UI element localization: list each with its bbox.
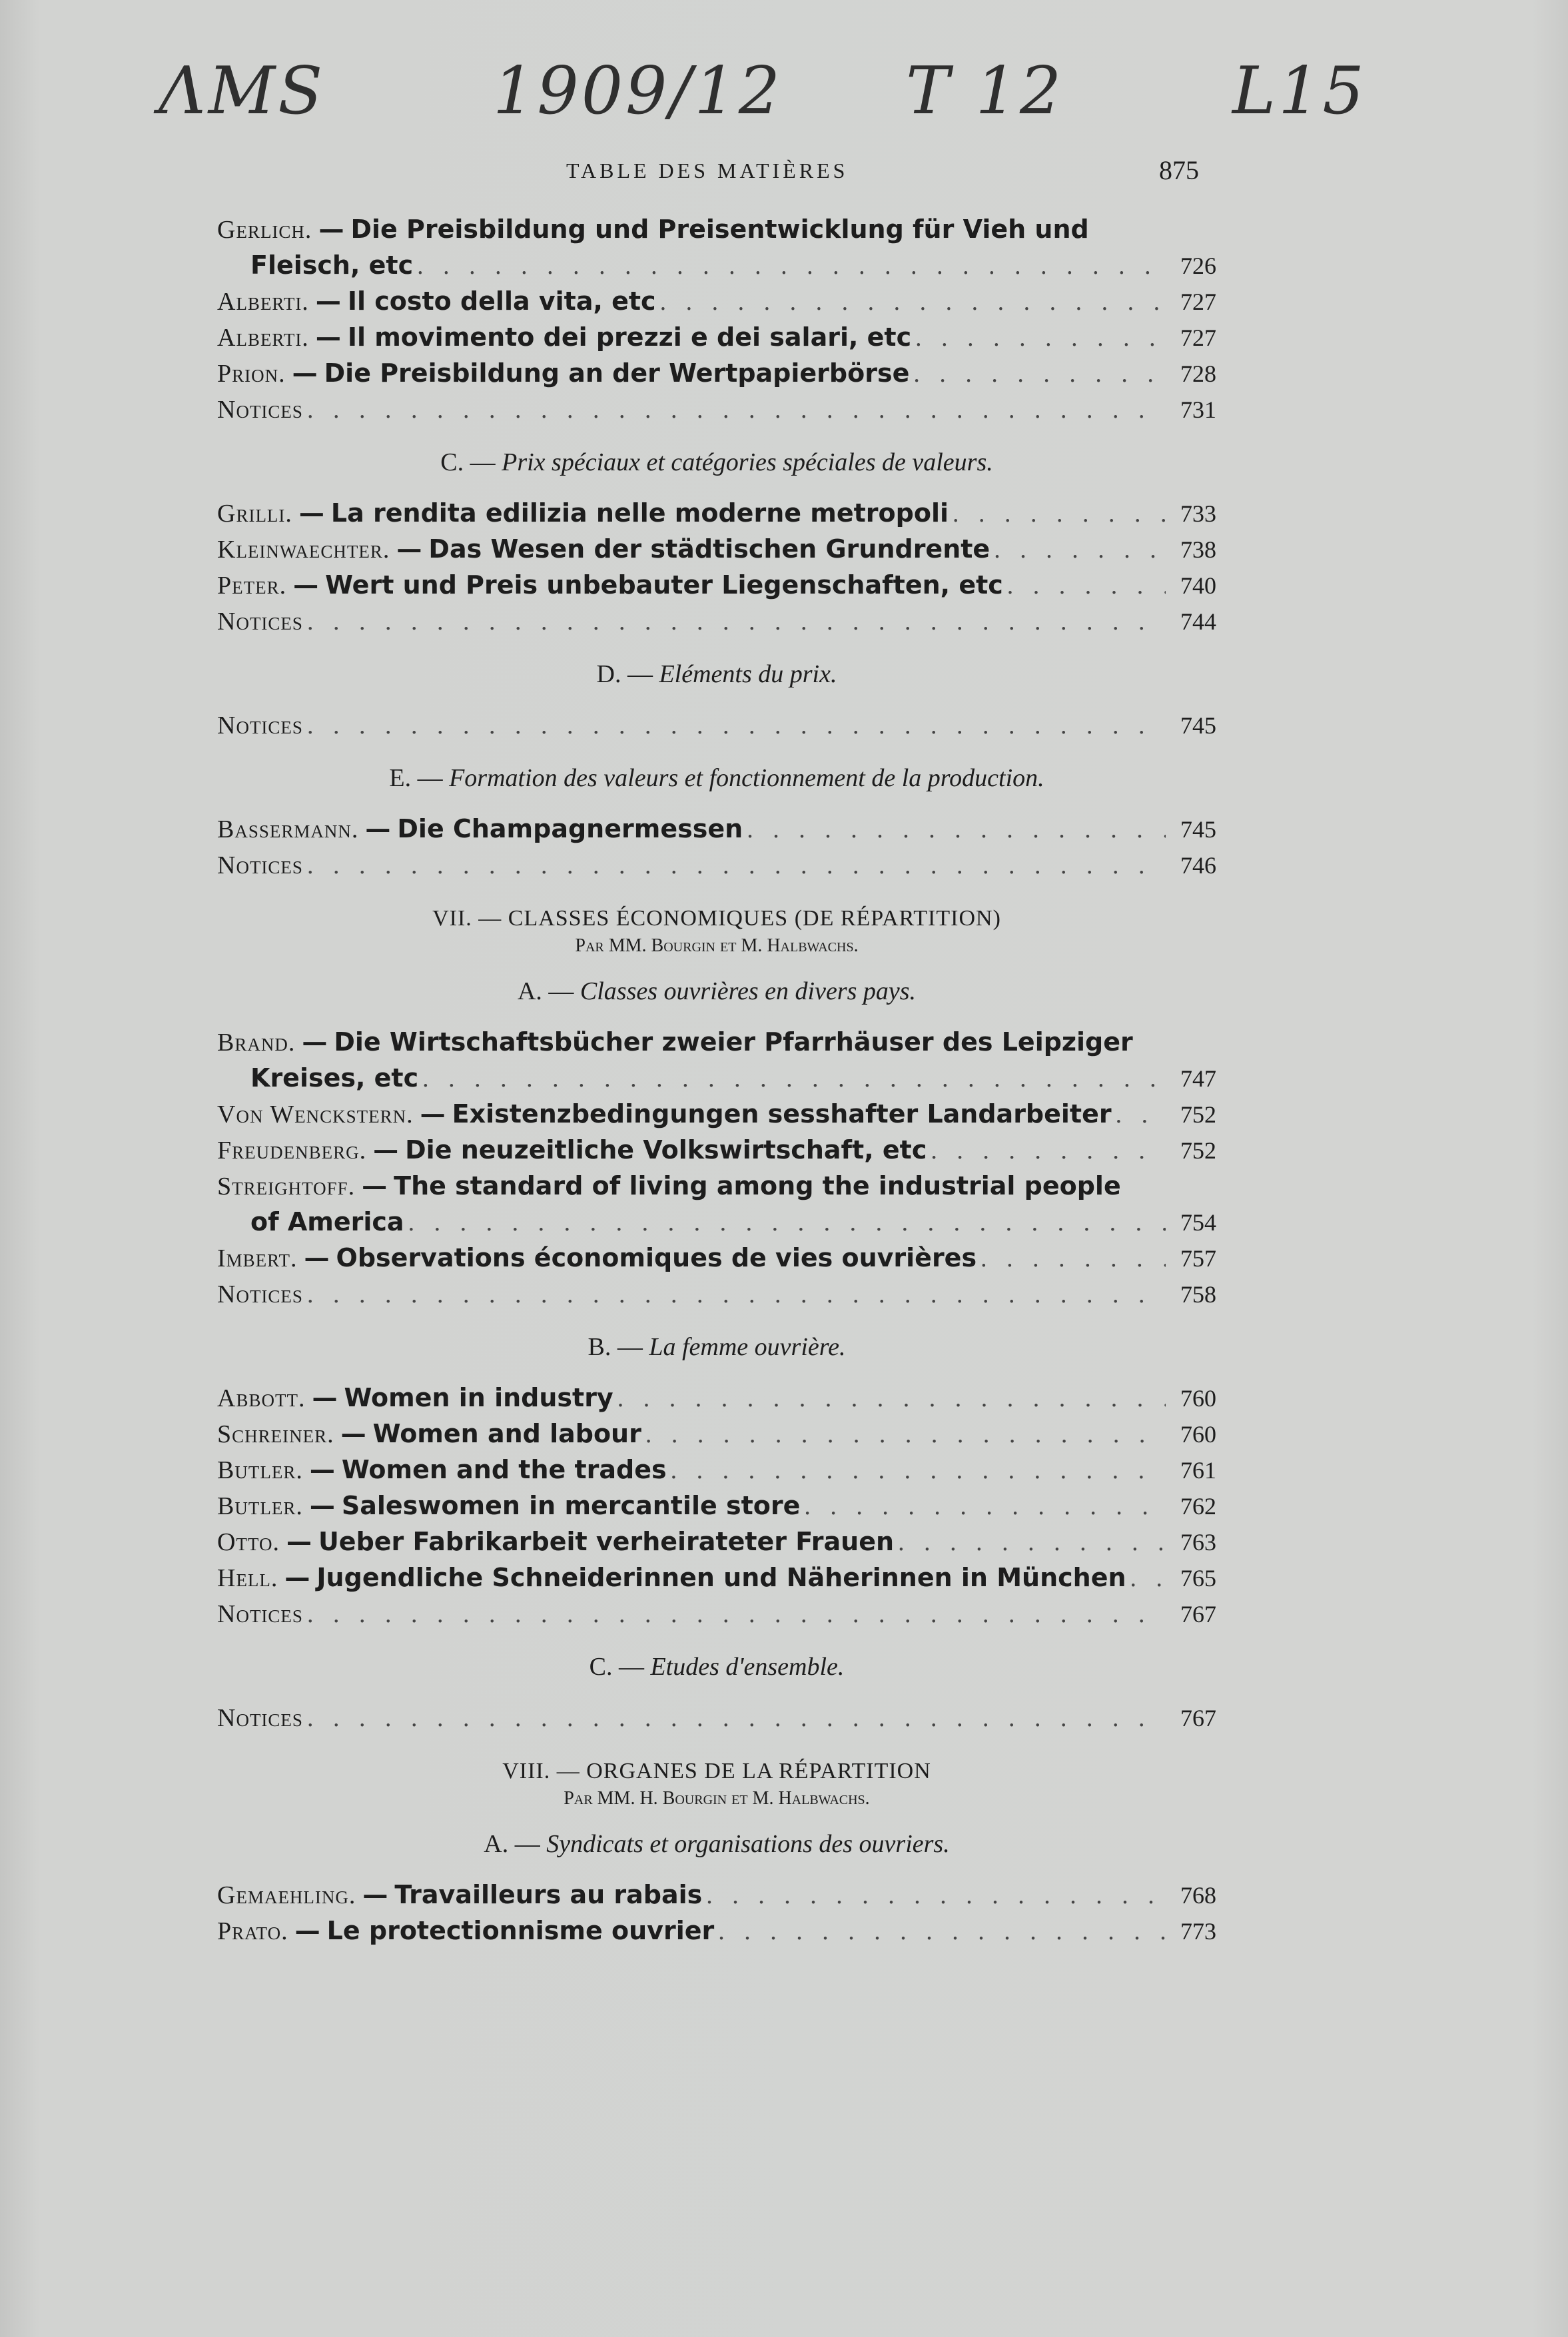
dot-leader: [307, 708, 1166, 743]
dot-leader: [915, 320, 1166, 356]
toc-author: Brand.: [217, 1029, 296, 1057]
toc-entry: [217, 1488, 1216, 1524]
toc-title: The standard of living among the industrial people: [394, 1171, 1121, 1200]
toc-page-number: 738: [1180, 536, 1216, 563]
toc-author: Notices: [217, 1280, 303, 1308]
dot-leader: [307, 1277, 1166, 1312]
dot-leader: [422, 1061, 1166, 1097]
block-vii-b: [217, 1380, 1216, 1632]
dot-leader: [307, 1597, 1166, 1632]
toc-title: La rendita edilizia nelle moderne metropoli: [330, 498, 949, 528]
toc-entry-text: [217, 1596, 303, 1632]
toc-page-number: 757: [1180, 1245, 1216, 1272]
toc-author: Gemaehling.: [217, 1881, 356, 1909]
dot-leader: [307, 392, 1166, 428]
toc-entry-text: [217, 1452, 667, 1488]
toc-entry: [217, 1133, 1216, 1168]
handwritten-note-3: T 12: [906, 53, 1064, 129]
toc-dash: —: [292, 358, 318, 388]
toc-page-number: 740: [1180, 572, 1216, 599]
toc-entry: [217, 320, 1216, 356]
chapter-vii-byline: Par MM. Bourgin et M. Halbwachs.: [575, 935, 859, 956]
chapter-viii-title: VIII. — ORGANES DE LA RÉPARTITION: [502, 1759, 931, 1783]
toc-entry-continuation: [217, 1204, 1216, 1240]
toc-entry-text: [217, 1416, 641, 1452]
toc-page-number: 761: [1180, 1457, 1216, 1484]
section-heading-vii-a: A. — Classes ouvrières en divers pays.: [517, 977, 917, 1005]
handwritten-note-1: ΛΜS: [159, 53, 326, 129]
toc-author: Abbott.: [217, 1384, 306, 1412]
toc-author: Grilli.: [217, 500, 292, 528]
running-head-title: TABLE DES MATIÈRES: [566, 159, 849, 183]
toc-entry: [217, 532, 1216, 568]
toc-entry-text: [217, 1488, 800, 1524]
dot-leader: [747, 812, 1166, 847]
block-vii-c: [217, 1700, 1216, 1736]
toc-entry: [217, 568, 1216, 604]
toc-page-number: 744: [1180, 608, 1216, 635]
toc-entry-text: [217, 392, 303, 428]
toc-entry: [217, 1877, 1216, 1913]
dot-leader: [307, 604, 1166, 640]
toc-dash: —: [304, 1243, 330, 1272]
toc-page-number: 752: [1180, 1101, 1216, 1128]
toc-dash: —: [315, 286, 341, 316]
toc-page-number: 733: [1180, 500, 1216, 527]
toc-entry: [217, 1560, 1216, 1596]
toc-entry-text: [217, 320, 911, 356]
dot-leader: [660, 284, 1166, 320]
dot-leader: [718, 1914, 1166, 1949]
toc-dash: —: [302, 1027, 328, 1057]
toc-page-number: 745: [1180, 712, 1216, 739]
toc-entry-text: [217, 1133, 927, 1168]
toc-entry-text: [217, 1560, 1126, 1596]
toc-entry-text: [217, 1877, 702, 1913]
toc-title-continuation: Fleisch, etc: [250, 250, 414, 280]
dot-leader: [307, 1701, 1166, 1736]
toc-entry-text: [217, 1700, 303, 1736]
toc-author: Notices: [217, 851, 303, 879]
toc-page-number: 726: [1180, 252, 1216, 279]
toc-entry-text: [217, 356, 909, 392]
toc-entry: [217, 1913, 1216, 1949]
dot-leader: [1130, 1561, 1166, 1596]
toc-dash: —: [373, 1135, 399, 1165]
toc-dash: —: [284, 1563, 310, 1592]
toc-author: Imbert.: [217, 1244, 298, 1272]
toc-page-number: 758: [1180, 1281, 1216, 1308]
toc-title: Die Preisbildung an der Wertpapierbörse: [324, 358, 910, 388]
dot-leader: [994, 532, 1166, 568]
toc-entry-text: [217, 212, 1089, 248]
dot-leader: [898, 1525, 1166, 1560]
toc-entry: [217, 1596, 1216, 1632]
page-number: 875: [1159, 155, 1199, 185]
toc-entry-continuation: [217, 248, 1216, 284]
toc-dash: —: [286, 1527, 312, 1556]
toc-dash: —: [309, 1455, 335, 1484]
toc-dash: —: [312, 1383, 338, 1412]
toc-entry-text: [217, 1276, 303, 1312]
toc-entry: [217, 847, 1216, 883]
toc-title: Observations économiques de vies ouvrières: [336, 1243, 977, 1272]
toc-entry-text: [217, 1380, 613, 1416]
toc-entry: [217, 1168, 1216, 1204]
section-heading-vii-b: B. — La femme ouvrière.: [588, 1333, 846, 1361]
toc-entry: [217, 1700, 1216, 1736]
toc-entry-text: [217, 604, 303, 640]
toc-entry: [217, 392, 1216, 428]
toc-entry-text: [217, 1025, 1133, 1061]
toc-entry: [217, 212, 1216, 248]
toc-page-number: 765: [1180, 1565, 1216, 1592]
toc-entry-text: [217, 532, 990, 568]
toc-page-number: 746: [1180, 852, 1216, 879]
block-viii-a: [217, 1877, 1216, 1949]
toc-dash: —: [294, 1916, 320, 1945]
handwritten-note-4: L15: [1232, 53, 1367, 129]
toc-page-number: 727: [1180, 324, 1216, 351]
dot-leader: [408, 1205, 1166, 1240]
toc-author: Butler.: [217, 1492, 303, 1520]
toc-title: Women and labour: [372, 1419, 641, 1448]
toc-title-continuation: of America: [250, 1207, 404, 1236]
toc-page-number: 731: [1180, 396, 1216, 423]
toc-page-number: 762: [1180, 1493, 1216, 1520]
toc-page-number: 747: [1180, 1065, 1216, 1092]
toc-page-number: 728: [1180, 360, 1216, 387]
toc-author: Hell.: [217, 1564, 278, 1592]
toc-title: Die Preisbildung und Preisentwicklung für Vieh und: [350, 215, 1089, 244]
toc-entry-text: [217, 568, 1003, 604]
dot-leader: [1007, 568, 1166, 604]
toc-page-number: 773: [1180, 1918, 1216, 1945]
dot-leader: [913, 356, 1166, 392]
dot-leader: [804, 1489, 1166, 1524]
toc-title: Il costo della vita, etc: [347, 286, 656, 316]
dot-leader: [1116, 1097, 1166, 1133]
toc-entry-text: [217, 1097, 1112, 1133]
toc-dash: —: [340, 1419, 366, 1448]
toc-author: Notices: [217, 608, 303, 636]
dot-leader: [307, 848, 1166, 883]
toc-author: Notices: [217, 396, 303, 424]
toc-title: Ueber Fabrikarbeit verheirateter Frauen: [318, 1527, 895, 1556]
toc-title: Das Wesen der städtischen Grundrente: [428, 534, 990, 564]
toc-author: Notices: [217, 711, 303, 739]
toc-title: Women in industry: [344, 1383, 613, 1412]
toc-author: Streightoff.: [217, 1172, 356, 1200]
toc-title: Women and the trades: [341, 1455, 667, 1484]
dot-leader: [931, 1133, 1166, 1168]
toc-author: Prion.: [217, 360, 286, 388]
toc-entry: [217, 604, 1216, 640]
dot-leader: [645, 1417, 1166, 1452]
toc-entry-text: [217, 811, 743, 847]
dot-leader: [671, 1453, 1166, 1488]
toc-title: Le protectionnisme ouvrier: [326, 1916, 715, 1945]
toc-title-continuation: Kreises, etc: [250, 1063, 419, 1093]
toc-author: Freudenberg.: [217, 1137, 367, 1165]
toc-entry: [217, 1380, 1216, 1416]
toc-author: Alberti.: [217, 288, 309, 316]
toc-title: Die Champagnermessen: [397, 814, 743, 843]
toc-entry-text: [217, 284, 656, 320]
dot-leader: [953, 496, 1166, 532]
toc-entry: [217, 284, 1216, 320]
running-head: [220, 152, 1219, 192]
toc-entry-text: [217, 1168, 1121, 1204]
block-d: [217, 707, 1216, 743]
toc-entry: [217, 1452, 1216, 1488]
block-vii-a: [217, 1025, 1216, 1312]
toc-dash: —: [318, 215, 344, 244]
toc-page-number: 745: [1180, 816, 1216, 843]
toc-author: Von Wenckstern.: [217, 1101, 414, 1129]
dot-leader: [617, 1381, 1166, 1416]
toc-author: Bassermann.: [217, 815, 359, 843]
toc-entry-text: [217, 1240, 977, 1276]
chapter-viii-byline: Par MM. H. Bourgin et M. Halbwachs.: [564, 1788, 870, 1809]
toc-title: Travailleurs au rabais: [394, 1880, 703, 1909]
toc-entry: [217, 1025, 1216, 1061]
toc-dash: —: [298, 498, 324, 528]
toc-author: Butler.: [217, 1456, 303, 1484]
toc-page-number: 767: [1180, 1601, 1216, 1628]
toc-title: Existenzbedingungen sesshafter Landarbeiter: [452, 1099, 1112, 1129]
section-heading-c: C. — Prix spéciaux et catégories spéciales de valeurs.: [440, 448, 993, 476]
toc-title: Wert und Preis unbebauter Liegenschaften, etc: [325, 570, 1003, 600]
toc-page-number: 727: [1180, 288, 1216, 315]
toc-title: Il movimento dei prezzi e dei salari, etc: [347, 322, 912, 352]
toc-entry: [217, 356, 1216, 392]
toc-page-number: 754: [1180, 1209, 1216, 1236]
toc-author: Otto.: [217, 1528, 280, 1556]
toc-author: Schreiner.: [217, 1420, 334, 1448]
section-heading-e: E. — Formation des valeurs et fonctionnement de la production.: [389, 764, 1044, 792]
toc-page-number: 752: [1180, 1137, 1216, 1164]
toc-page-number: 760: [1180, 1421, 1216, 1448]
block-c: [217, 496, 1216, 640]
section-heading-d: D. — Eléments du prix.: [596, 660, 837, 688]
toc-entry: [217, 1276, 1216, 1312]
toc-dash: —: [362, 1171, 388, 1200]
toc-entry-text: [217, 1524, 894, 1560]
block-1: [217, 212, 1216, 428]
toc-entry: [217, 496, 1216, 532]
dot-leader: [980, 1241, 1166, 1276]
toc-dash: —: [396, 534, 422, 564]
toc-dash: —: [293, 570, 319, 600]
toc-entry-text: [217, 847, 303, 883]
handwritten-note-2: 1909/12: [493, 53, 783, 129]
toc-dash: —: [362, 1880, 388, 1909]
toc-author: Gerlich.: [217, 216, 312, 244]
toc-page-number: 767: [1180, 1705, 1216, 1731]
table-of-contents: [217, 212, 1216, 1949]
toc-title: Die Wirtschaftsbücher zweier Pfarrhäuser des Leipziger: [334, 1027, 1133, 1057]
chapter-vii-title: VII. — CLASSES ÉCONOMIQUES (DE RÉPARTITION): [432, 906, 1001, 931]
toc-title: Jugendliche Schneiderinnen und Näherinnen in München: [316, 1563, 1126, 1592]
toc-entry-text: [217, 707, 303, 743]
block-e: [217, 811, 1216, 883]
toc-entry: [217, 1240, 1216, 1276]
toc-entry-continuation: [217, 1061, 1216, 1097]
toc-title: Die neuzeitliche Volkswirtschaft, etc: [405, 1135, 927, 1165]
toc-entry-text: [217, 1913, 714, 1949]
toc-dash: —: [420, 1099, 446, 1129]
dot-leader: [706, 1878, 1166, 1913]
toc-entry: [217, 1416, 1216, 1452]
toc-author: Notices: [217, 1600, 303, 1628]
toc-author: Prato.: [217, 1917, 288, 1945]
toc-entry: [217, 811, 1216, 847]
toc-page-number: 760: [1180, 1385, 1216, 1412]
toc-dash: —: [365, 814, 391, 843]
toc-page-number: 768: [1180, 1882, 1216, 1909]
toc-entry: [217, 1524, 1216, 1560]
toc-dash: —: [315, 322, 341, 352]
section-heading-viii-a: A. — Syndicats et organisations des ouvriers.: [484, 1830, 950, 1858]
toc-author: Peter.: [217, 572, 287, 600]
toc-author: Notices: [217, 1704, 303, 1732]
toc-entry-text: [217, 496, 949, 532]
section-heading-vii-c: C. — Etudes d'ensemble.: [589, 1653, 845, 1681]
toc-author: Kleinwaechter.: [217, 536, 390, 564]
toc-dash: —: [309, 1491, 335, 1520]
toc-page-number: 763: [1180, 1529, 1216, 1556]
toc-entry: [217, 1097, 1216, 1133]
toc-entry: [217, 707, 1216, 743]
toc-title: Saleswomen in mercantile store: [341, 1491, 801, 1520]
toc-author: Alberti.: [217, 324, 309, 352]
dot-leader: [417, 248, 1166, 284]
